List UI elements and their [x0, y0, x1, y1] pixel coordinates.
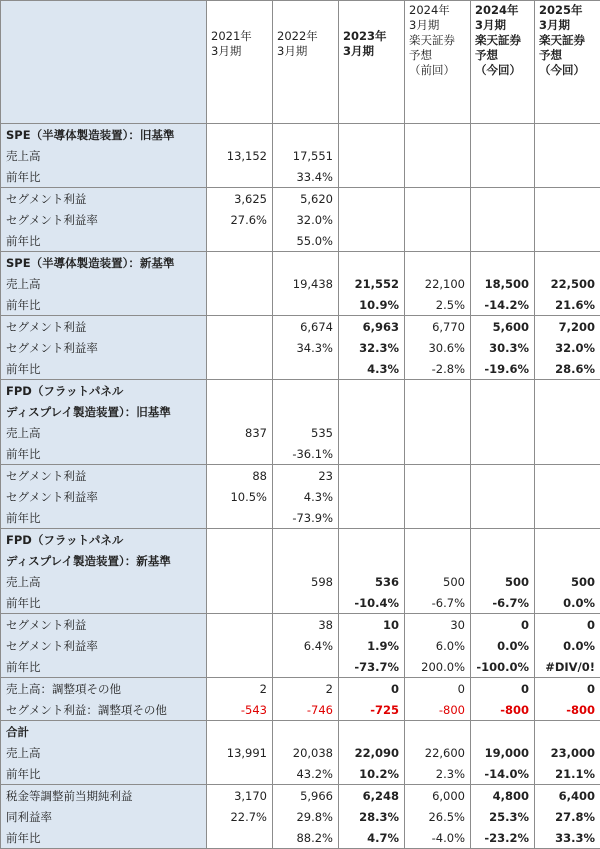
column-header: 2021年 3月期	[207, 1, 273, 124]
value-cell	[207, 337, 273, 358]
value-cell: 32.0%	[273, 209, 339, 230]
value-cell: -725	[339, 699, 405, 721]
empty-cell	[339, 401, 405, 422]
value-cell: 10.5%	[207, 486, 273, 507]
value-cell	[535, 230, 600, 252]
value-cell: 5,620	[273, 188, 339, 210]
value-cell: 13,152	[207, 145, 273, 166]
value-cell: 22,500	[535, 273, 600, 294]
row-label: セグメント利益率	[1, 337, 207, 358]
row-label: 前年比	[1, 507, 207, 529]
value-cell	[207, 358, 273, 380]
row-label: 前年比	[1, 443, 207, 465]
value-cell: -73.9%	[273, 507, 339, 529]
table-row	[1, 592, 600, 614]
value-cell	[535, 422, 600, 443]
section-title-row	[1, 721, 600, 743]
row-label: 前年比	[1, 656, 207, 678]
value-cell	[207, 316, 273, 338]
row-label: セグメント利益率	[1, 486, 207, 507]
value-cell: 500	[471, 571, 535, 592]
empty-cell	[405, 380, 471, 402]
value-cell: -36.1%	[273, 443, 339, 465]
value-cell: 34.3%	[273, 337, 339, 358]
value-cell: 30	[405, 614, 471, 636]
value-cell: 5,966	[273, 785, 339, 807]
value-cell: 6,000	[405, 785, 471, 807]
value-cell	[339, 486, 405, 507]
row-label: 売上高	[1, 145, 207, 166]
value-cell: -6.7%	[471, 592, 535, 614]
value-cell	[405, 486, 471, 507]
table-row	[1, 678, 600, 700]
value-cell: 55.0%	[273, 230, 339, 252]
empty-cell	[273, 124, 339, 146]
value-cell: 32.3%	[339, 337, 405, 358]
value-cell: 30.3%	[471, 337, 535, 358]
value-cell	[273, 592, 339, 614]
empty-cell	[405, 721, 471, 743]
value-cell: 33.3%	[535, 827, 600, 849]
value-cell: -73.7%	[339, 656, 405, 678]
empty-cell	[405, 252, 471, 274]
table-row	[1, 465, 600, 487]
value-cell	[535, 209, 600, 230]
value-cell: 0	[405, 678, 471, 700]
value-cell: 6.0%	[405, 635, 471, 656]
value-cell: 7,200	[535, 316, 600, 338]
value-cell: 10.9%	[339, 294, 405, 316]
empty-cell	[207, 124, 273, 146]
value-cell: 1.9%	[339, 635, 405, 656]
value-cell	[207, 571, 273, 592]
empty-cell	[273, 401, 339, 422]
header-row	[1, 1, 600, 124]
row-label: 前年比	[1, 358, 207, 380]
value-cell	[339, 465, 405, 487]
value-cell	[471, 230, 535, 252]
column-header: 2023年 3月期	[339, 1, 405, 124]
value-cell: 10	[339, 614, 405, 636]
value-cell: 17,551	[273, 145, 339, 166]
row-label: 売上高：調整項その他	[1, 678, 207, 700]
value-cell: 10.2%	[339, 763, 405, 785]
value-cell: -800	[535, 699, 600, 721]
value-cell	[405, 465, 471, 487]
value-cell	[207, 230, 273, 252]
table-row	[1, 209, 600, 230]
table-row	[1, 358, 600, 380]
empty-cell	[471, 252, 535, 274]
section-title: ディスプレイ製造装置）：新基準	[1, 550, 207, 571]
value-cell	[405, 422, 471, 443]
row-label: 前年比	[1, 827, 207, 849]
value-cell	[339, 145, 405, 166]
value-cell: 0	[535, 678, 600, 700]
column-header: 2022年 3月期	[273, 1, 339, 124]
value-cell: -10.4%	[339, 592, 405, 614]
empty-cell	[535, 401, 600, 422]
value-cell	[273, 294, 339, 316]
value-cell: 200.0%	[405, 656, 471, 678]
empty-cell	[207, 721, 273, 743]
row-label: 売上高	[1, 571, 207, 592]
value-cell	[207, 763, 273, 785]
empty-cell	[273, 550, 339, 571]
value-cell: 2	[207, 678, 273, 700]
section-title-row	[1, 401, 600, 422]
value-cell: 500	[535, 571, 600, 592]
empty-cell	[405, 124, 471, 146]
value-cell: 32.0%	[535, 337, 600, 358]
value-cell	[207, 827, 273, 849]
section-title: 合計	[1, 721, 207, 743]
empty-cell	[339, 721, 405, 743]
value-cell	[207, 656, 273, 678]
value-cell	[535, 486, 600, 507]
value-cell: -800	[471, 699, 535, 721]
empty-cell	[405, 550, 471, 571]
value-cell	[339, 422, 405, 443]
value-cell: 535	[273, 422, 339, 443]
section-title: ディスプレイ製造装置）：旧基準	[1, 401, 207, 422]
empty-cell	[405, 529, 471, 551]
value-cell: 598	[273, 571, 339, 592]
value-cell: 28.3%	[339, 806, 405, 827]
table-row	[1, 273, 600, 294]
value-cell: 0	[535, 614, 600, 636]
value-cell	[471, 443, 535, 465]
row-label: 前年比	[1, 230, 207, 252]
value-cell: 3,625	[207, 188, 273, 210]
value-cell: 0.0%	[535, 592, 600, 614]
value-cell	[471, 145, 535, 166]
empty-cell	[207, 550, 273, 571]
value-cell: 2.5%	[405, 294, 471, 316]
value-cell	[471, 465, 535, 487]
value-cell	[339, 230, 405, 252]
table-row	[1, 294, 600, 316]
value-cell: -2.8%	[405, 358, 471, 380]
row-label: セグメント利益：調整項その他	[1, 699, 207, 721]
value-cell: -14.2%	[471, 294, 535, 316]
row-label: 売上高	[1, 273, 207, 294]
value-cell: 23,000	[535, 742, 600, 763]
row-label: 前年比	[1, 592, 207, 614]
empty-cell	[535, 550, 600, 571]
value-cell	[273, 656, 339, 678]
value-cell: 0	[471, 678, 535, 700]
value-cell	[339, 188, 405, 210]
value-cell	[405, 209, 471, 230]
row-label: 売上高	[1, 742, 207, 763]
table-row	[1, 571, 600, 592]
row-label: 前年比	[1, 763, 207, 785]
value-cell: 22.7%	[207, 806, 273, 827]
value-cell	[471, 166, 535, 188]
empty-cell	[535, 721, 600, 743]
value-cell	[207, 294, 273, 316]
value-cell: 21.1%	[535, 763, 600, 785]
table-row	[1, 145, 600, 166]
table-row	[1, 742, 600, 763]
section-title: FPD（フラットパネル	[1, 529, 207, 551]
row-label: セグメント利益	[1, 316, 207, 338]
value-cell: 837	[207, 422, 273, 443]
empty-cell	[273, 529, 339, 551]
value-cell	[535, 166, 600, 188]
row-label: セグメント利益率	[1, 635, 207, 656]
value-cell: 4,800	[471, 785, 535, 807]
value-cell	[471, 209, 535, 230]
empty-cell	[471, 124, 535, 146]
value-cell: 21.6%	[535, 294, 600, 316]
value-cell: 6.4%	[273, 635, 339, 656]
value-cell	[273, 358, 339, 380]
section-title-row	[1, 124, 600, 146]
value-cell	[405, 188, 471, 210]
value-cell	[535, 465, 600, 487]
value-cell: 3,170	[207, 785, 273, 807]
value-cell: 28.6%	[535, 358, 600, 380]
value-cell: -100.0%	[471, 656, 535, 678]
section-title-row	[1, 529, 600, 551]
value-cell	[207, 592, 273, 614]
table-row	[1, 699, 600, 721]
empty-cell	[471, 529, 535, 551]
value-cell	[405, 166, 471, 188]
table-row	[1, 316, 600, 338]
section-title: SPE（半導体製造装置）：旧基準	[1, 124, 207, 146]
table-row	[1, 507, 600, 529]
value-cell	[339, 443, 405, 465]
table-row	[1, 763, 600, 785]
section-title: FPD（フラットパネル	[1, 380, 207, 402]
value-cell: 18,500	[471, 273, 535, 294]
table-row	[1, 188, 600, 210]
value-cell: 27.6%	[207, 209, 273, 230]
row-label: セグメント利益率	[1, 209, 207, 230]
value-cell	[207, 507, 273, 529]
value-cell: -800	[405, 699, 471, 721]
value-cell	[207, 166, 273, 188]
empty-cell	[535, 252, 600, 274]
value-cell: 6,400	[535, 785, 600, 807]
value-cell: 22,600	[405, 742, 471, 763]
value-cell	[405, 230, 471, 252]
value-cell	[535, 188, 600, 210]
value-cell	[471, 422, 535, 443]
value-cell: -23.2%	[471, 827, 535, 849]
value-cell	[535, 443, 600, 465]
value-cell: 88.2%	[273, 827, 339, 849]
value-cell: 536	[339, 571, 405, 592]
empty-cell	[471, 721, 535, 743]
table-row	[1, 230, 600, 252]
empty-cell	[207, 252, 273, 274]
value-cell	[405, 507, 471, 529]
value-cell: 6,248	[339, 785, 405, 807]
column-header: 2025年 3月期 楽天証券 予想 （今回）	[535, 1, 600, 124]
value-cell: 27.8%	[535, 806, 600, 827]
value-cell: 6,674	[273, 316, 339, 338]
value-cell: -543	[207, 699, 273, 721]
value-cell	[405, 443, 471, 465]
value-cell: 2	[273, 678, 339, 700]
empty-cell	[339, 529, 405, 551]
section-title-row	[1, 380, 600, 402]
row-label: 前年比	[1, 294, 207, 316]
column-header: 2024年 3月期 楽天証券 予想 （前回）	[405, 1, 471, 124]
empty-cell	[471, 401, 535, 422]
table-row	[1, 806, 600, 827]
value-cell: 5,600	[471, 316, 535, 338]
empty-cell	[339, 252, 405, 274]
empty-cell	[207, 380, 273, 402]
empty-cell	[339, 124, 405, 146]
value-cell: 4.3%	[339, 358, 405, 380]
value-cell: 0.0%	[535, 635, 600, 656]
column-header: 2024年 3月期 楽天証券 予想 （今回）	[471, 1, 535, 124]
row-label: 前年比	[1, 166, 207, 188]
empty-cell	[535, 380, 600, 402]
empty-cell	[471, 380, 535, 402]
value-cell: 6,963	[339, 316, 405, 338]
value-cell: 22,100	[405, 273, 471, 294]
row-label: セグメント利益	[1, 465, 207, 487]
row-label: セグメント利益	[1, 188, 207, 210]
value-cell: 25.3%	[471, 806, 535, 827]
table-row	[1, 422, 600, 443]
table-row	[1, 614, 600, 636]
row-label: 売上高	[1, 422, 207, 443]
value-cell: -4.0%	[405, 827, 471, 849]
value-cell: -6.7%	[405, 592, 471, 614]
value-cell	[535, 507, 600, 529]
value-cell	[471, 188, 535, 210]
empty-cell	[273, 721, 339, 743]
value-cell: 4.7%	[339, 827, 405, 849]
value-cell: 13,991	[207, 742, 273, 763]
value-cell: 0.0%	[471, 635, 535, 656]
empty-cell	[207, 401, 273, 422]
value-cell	[535, 145, 600, 166]
value-cell: 26.5%	[405, 806, 471, 827]
empty-cell	[273, 252, 339, 274]
value-cell: 33.4%	[273, 166, 339, 188]
empty-cell	[339, 550, 405, 571]
table-row	[1, 827, 600, 849]
value-cell: 19,438	[273, 273, 339, 294]
table-row	[1, 635, 600, 656]
value-cell	[471, 507, 535, 529]
value-cell	[339, 166, 405, 188]
empty-cell	[535, 529, 600, 551]
value-cell: 4.3%	[273, 486, 339, 507]
value-cell	[339, 507, 405, 529]
value-cell: 38	[273, 614, 339, 636]
value-cell: 88	[207, 465, 273, 487]
row-label: セグメント利益	[1, 614, 207, 636]
value-cell	[207, 614, 273, 636]
value-cell: 20,038	[273, 742, 339, 763]
value-cell	[207, 635, 273, 656]
section-title-row	[1, 252, 600, 274]
table-row	[1, 486, 600, 507]
value-cell: -19.6%	[471, 358, 535, 380]
value-cell: -746	[273, 699, 339, 721]
empty-cell	[405, 401, 471, 422]
value-cell: 30.6%	[405, 337, 471, 358]
column-header	[1, 1, 207, 124]
value-cell: 500	[405, 571, 471, 592]
empty-cell	[339, 380, 405, 402]
value-cell: 2.3%	[405, 763, 471, 785]
value-cell	[207, 443, 273, 465]
section-title: SPE（半導体製造装置）：新基準	[1, 252, 207, 274]
value-cell: #DIV/0!	[535, 656, 600, 678]
table-row	[1, 656, 600, 678]
value-cell: 6,770	[405, 316, 471, 338]
value-cell: 0	[471, 614, 535, 636]
value-cell: 21,552	[339, 273, 405, 294]
row-label: 税金等調整前当期純利益	[1, 785, 207, 807]
table-row	[1, 785, 600, 807]
value-cell: 0	[339, 678, 405, 700]
value-cell: 19,000	[471, 742, 535, 763]
empty-cell	[207, 529, 273, 551]
empty-cell	[535, 124, 600, 146]
value-cell: 22,090	[339, 742, 405, 763]
row-label: 同利益率	[1, 806, 207, 827]
section-title-row	[1, 550, 600, 571]
value-cell: 29.8%	[273, 806, 339, 827]
table-row	[1, 443, 600, 465]
value-cell: 43.2%	[273, 763, 339, 785]
value-cell: -14.0%	[471, 763, 535, 785]
value-cell	[405, 145, 471, 166]
value-cell	[471, 486, 535, 507]
empty-cell	[273, 380, 339, 402]
empty-cell	[471, 550, 535, 571]
value-cell: 23	[273, 465, 339, 487]
value-cell	[207, 273, 273, 294]
value-cell	[339, 209, 405, 230]
table-row	[1, 166, 600, 188]
table-row	[1, 337, 600, 358]
